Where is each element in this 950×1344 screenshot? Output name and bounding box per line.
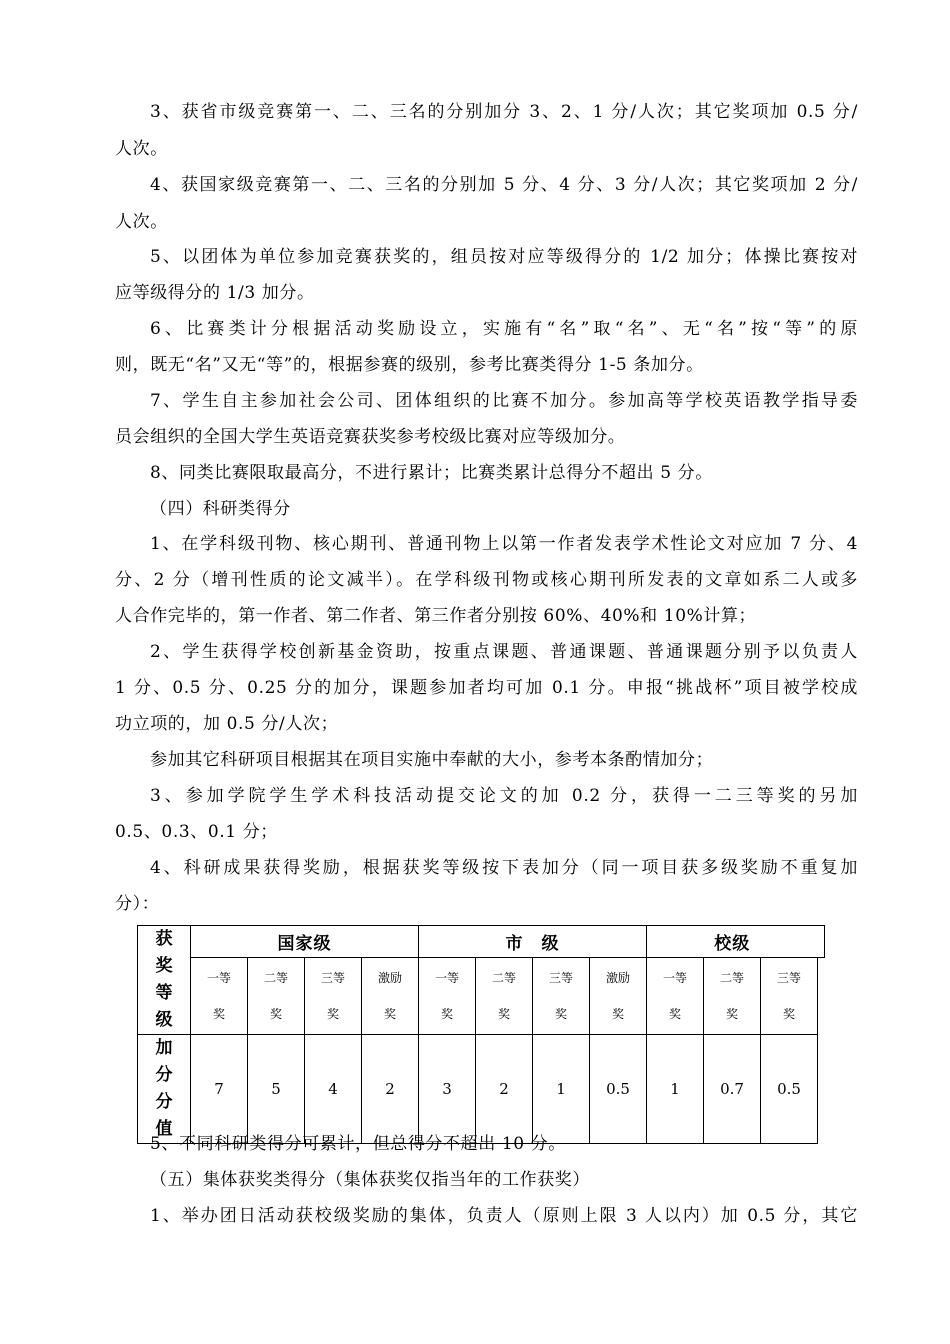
text-line: 2、学生获得学校创新基金资助，按重点课题、普通课题、普通课题分别予以负责人 — [150, 642, 858, 662]
text-line: 5、以团体为单位参加竞赛获奖的，组员按对应等级得分的 1/2 加分；体操比赛按对 — [150, 247, 858, 267]
text-line: 4、获国家级竞赛第一、二、三名的分别加 5 分、4 分、3 分/人次；其它奖项加 2 分/ — [150, 175, 858, 195]
sub-header-line: 三等 — [548, 971, 573, 986]
text-line: 人次。 — [115, 139, 168, 159]
row-header-award-level — [138, 926, 191, 1035]
points-value: 2 — [362, 1035, 419, 1144]
header-char: 级 — [155, 1010, 173, 1030]
sub-header-line: 奖 — [326, 1007, 339, 1022]
award-points-table — [137, 925, 825, 1144]
sub-header-cell — [704, 958, 761, 1035]
text-line: 4、科研成果获得奖励，根据获奖等级按下表加分（同一项目获多级奖励不重复加 — [150, 858, 858, 878]
text-line: 则，既无“名”又无“等”的，根据参赛的级别，参考比赛类得分 1-5 条加分。 — [115, 355, 704, 375]
text-line: （四）科研类得分 — [150, 499, 291, 519]
row-header-points — [138, 1035, 191, 1144]
sub-header-cell — [248, 958, 305, 1035]
sub-header-line: 奖 — [440, 1007, 453, 1022]
text-line: 1 分、0.5 分、0.25 分的加分，课题参加者均可加 0.1 分。申报“挑战杯”项目被学校成 — [115, 678, 858, 698]
sub-header-line: 奖 — [383, 1007, 396, 1022]
sub-header-line: 三等 — [320, 971, 345, 986]
sub-header-cell — [305, 958, 362, 1035]
sub-header-cell — [362, 958, 419, 1035]
text-line: 人合作完毕的，第一作者、第二作者、第三作者分别按 60%、40%和 10%计算； — [115, 606, 757, 626]
sub-header-line: 奖 — [668, 1007, 681, 1022]
points-value: 2 — [476, 1035, 533, 1144]
points-value: 5 — [248, 1035, 305, 1144]
text-line: 应等级得分的 1/3 加分。 — [115, 283, 315, 303]
points-value: 1 — [533, 1035, 590, 1144]
table-row — [138, 1035, 825, 1144]
points-value: 0.5 — [590, 1035, 647, 1144]
text-line: 5、不同科研类得分可累计，但总得分不超出 10 分。 — [150, 1134, 566, 1154]
text-line: 8、同类比赛限取最高分，不进行累计；比赛类累计总得分不超出 5 分。 — [150, 463, 713, 483]
sub-header-line: 激励 — [377, 971, 402, 986]
sub-header-line: 奖 — [782, 1007, 795, 1022]
text-line: 0.5、0.3、0.1 分； — [115, 822, 278, 842]
sub-header-cell — [761, 958, 818, 1035]
sub-header-line: 奖 — [611, 1007, 624, 1022]
text-line: 7、学生自主参加社会公司、团体组织的比赛不加分。参加高等学校英语教学指导委 — [150, 391, 858, 411]
text-line: 参加其它科研项目根据其在项目实施中奉献的大小，参考本条酌情加分； — [150, 750, 714, 770]
header-char: 奖 — [155, 956, 173, 976]
table-row — [138, 926, 825, 958]
sub-header-line: 一等 — [662, 971, 687, 986]
sub-header-cell — [191, 958, 248, 1035]
points-value: 3 — [419, 1035, 476, 1144]
sub-header-cell — [419, 958, 476, 1035]
table-spacer — [818, 1035, 825, 1144]
header-char: 等 — [155, 983, 173, 1003]
sub-header-line: 二等 — [491, 971, 516, 986]
sub-header-cell — [590, 958, 647, 1035]
table-overhang — [818, 926, 825, 958]
header-char: 加 — [155, 1038, 173, 1058]
sub-header-line: 二等 — [263, 971, 288, 986]
text-line: 员会组织的全国大学生英语竞赛获奖参考校级比赛对应等级加分。 — [115, 427, 626, 447]
group-header-city: 市 级 — [419, 926, 647, 958]
sub-header-cell — [647, 958, 704, 1035]
text-line: 3、获省市级竞赛第一、二、三名的分别加分 3、2、1 分/人次；其它奖项加 0.5 分/ — [150, 102, 858, 122]
text-line: 分）： — [115, 894, 160, 914]
sub-header-line: 奖 — [554, 1007, 567, 1022]
header-char: 分 — [155, 1065, 173, 1085]
header-char: 值 — [155, 1119, 173, 1139]
header-char: 获 — [155, 929, 173, 949]
sub-header-cell — [533, 958, 590, 1035]
sub-header-line: 激励 — [605, 971, 630, 986]
text-line: 3、参加学院学生学术科技活动提交论文的加 0.2 分，获得一二三等奖的另加 — [150, 786, 858, 806]
sub-header-line: 三等 — [776, 971, 801, 986]
sub-header-line: 一等 — [206, 971, 231, 986]
points-value: 0.7 — [704, 1035, 761, 1144]
text-line: 分、2 分（增刊性质的论文减半）。在学科级刊物或核心期刊所发表的文章如系二人或多 — [115, 570, 858, 590]
text-line: （五）集体获奖类得分（集体获奖仅指当年的工作获奖） — [150, 1170, 590, 1190]
text-line: 功立项的，加 0.5 分/人次； — [115, 714, 339, 734]
points-value: 0.5 — [761, 1035, 818, 1144]
sub-header-line: 一等 — [434, 971, 459, 986]
table-spacer — [818, 958, 825, 1035]
table-row — [138, 958, 825, 1035]
points-value: 4 — [305, 1035, 362, 1144]
sub-header-line: 奖 — [497, 1007, 510, 1022]
header-char: 分 — [155, 1092, 173, 1112]
points-value: 7 — [191, 1035, 248, 1144]
sub-header-line: 奖 — [212, 1007, 225, 1022]
group-header-school: 校级 — [647, 926, 818, 958]
text-line: 6、比赛类计分根据活动奖励设立，实施有“名”取“名”、无“名”按“等”的原 — [150, 319, 858, 339]
sub-header-line: 二等 — [719, 971, 744, 986]
text-line: 1、在学科级刊物、核心期刊、普通刊物上以第一作者发表学术性论文对应加 7 分、4 — [150, 534, 858, 554]
sub-header-line: 奖 — [269, 1007, 282, 1022]
sub-header-line: 奖 — [725, 1007, 738, 1022]
text-line: 人次。 — [115, 212, 168, 232]
text-line: 1、举办团日活动获校级奖励的集体，负责人（原则上限 3 人以内）加 0.5 分，其它 — [150, 1206, 858, 1226]
sub-header-cell — [476, 958, 533, 1035]
points-value: 1 — [647, 1035, 704, 1144]
group-header-national: 国家级 — [191, 926, 419, 958]
